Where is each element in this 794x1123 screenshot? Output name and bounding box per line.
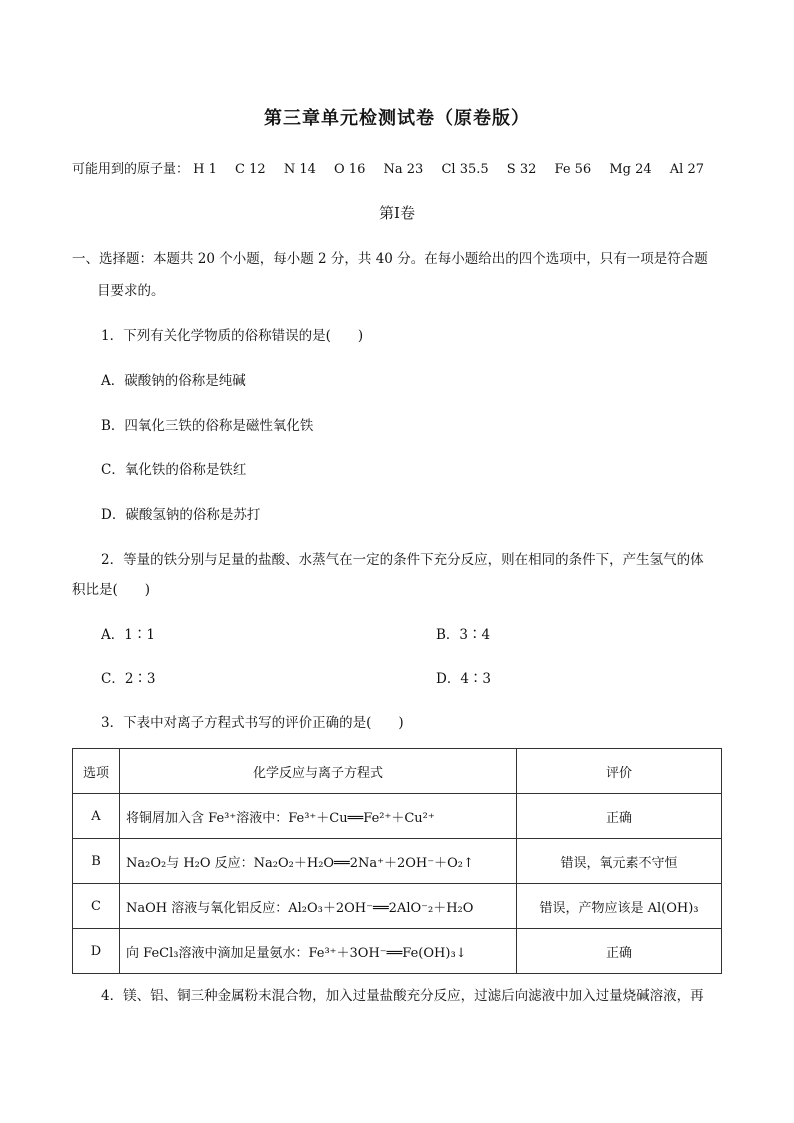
page-title: 第三章单元检测试卷（原卷版）	[264, 108, 530, 129]
table-cell-equation: 向 FeCl₃溶液中滴加足量氨水：Fe³⁺＋3OH⁻══Fe(OH)₃↓	[120, 929, 517, 974]
atomic-mass-item: N 14	[283, 162, 316, 177]
section-instructions-cont: 目要求的。	[97, 283, 165, 299]
question-4-stem: 4．镁、铝、铜三种金属粉末混合物，加入过量盐酸充分反应，过滤后向滤液中加入过量烧碱溶液，再	[101, 988, 704, 1004]
atomic-masses-label: 可能用到的原子量：	[72, 162, 190, 177]
question-2-option-a: A．1∶1	[101, 627, 155, 643]
atomic-mass-item: C 12	[235, 162, 266, 177]
question-3-stem: 3．下表中对离子方程式书写的评价正确的是( )	[101, 715, 404, 731]
table-cell-option: C	[73, 884, 120, 929]
atomic-mass-item: Na 23	[383, 162, 424, 177]
evaluation-table	[72, 748, 722, 974]
table-cell-evaluation: 正确	[517, 794, 722, 839]
table-row	[73, 884, 722, 929]
table-cell-option: A	[73, 794, 120, 839]
question-2-option-c: C．2∶3	[101, 671, 156, 687]
atomic-mass-item: S 32	[506, 162, 537, 177]
atomic-mass-item: Al 27	[669, 162, 705, 177]
question-1-option-b: B．四氧化三铁的俗称是磁性氧化铁	[101, 418, 314, 434]
atomic-masses-line	[72, 158, 718, 177]
question-2-option-d: D．4∶3	[436, 671, 492, 687]
atomic-mass-item: O 16	[334, 162, 366, 177]
volume-heading: 第Ⅰ卷	[379, 204, 415, 222]
table-row	[73, 839, 722, 884]
atomic-mass-item: Cl 35.5	[441, 162, 489, 177]
question-1-option-a: A．碳酸钠的俗称是纯碱	[101, 373, 246, 389]
table-row	[73, 929, 722, 974]
table-row	[73, 794, 722, 839]
atomic-mass-item: Fe 56	[554, 162, 592, 177]
question-2-option-b: B．3∶4	[436, 627, 491, 643]
table-header-row	[73, 749, 722, 794]
atomic-mass-item: H 1	[193, 162, 217, 177]
table-cell-equation: 将铜屑加入含 Fe³⁺溶液中：Fe³⁺＋Cu══Fe²⁺＋Cu²⁺	[120, 794, 517, 839]
question-1-stem: 1．下列有关化学物质的俗称错误的是( )	[101, 328, 364, 344]
section-instructions: 一、选择题：本题共 20 个小题，每小题 2 分，共 40 分。在每小题给出的四个选项中，只有一项是符合题	[72, 251, 708, 267]
question-2-stem: 2．等量的铁分别与足量的盐酸、水蒸气在一定的条件下充分反应，则在相同的条件下，产生氢气的体	[101, 552, 704, 568]
question-1-option-c: C．氧化铁的俗称是铁红	[101, 462, 247, 478]
table-header-cell: 化学反应与离子方程式	[120, 749, 517, 794]
table-cell-evaluation: 正确	[517, 929, 722, 974]
question-2-stem-cont: 积比是( )	[72, 582, 151, 598]
question-1-option-d: D．碳酸氢钠的俗称是苏打	[101, 507, 261, 523]
atomic-mass-item: Mg 24	[609, 162, 652, 177]
table-header-cell: 评价	[517, 749, 722, 794]
table-cell-option: D	[73, 929, 120, 974]
table-header-cell: 选项	[73, 749, 120, 794]
table-cell-equation: NaOH 溶液与氧化铝反应：Al₂O₃＋2OH⁻══2AlO⁻₂＋H₂O	[120, 884, 517, 929]
table-cell-evaluation: 错误，产物应该是 Al(OH)₃	[517, 884, 722, 929]
table-cell-equation: Na₂O₂与 H₂O 反应：Na₂O₂＋H₂O══2Na⁺＋2OH⁻＋O₂↑	[120, 839, 517, 884]
table-cell-evaluation: 错误，氧元素不守恒	[517, 839, 722, 884]
table-cell-option: B	[73, 839, 120, 884]
